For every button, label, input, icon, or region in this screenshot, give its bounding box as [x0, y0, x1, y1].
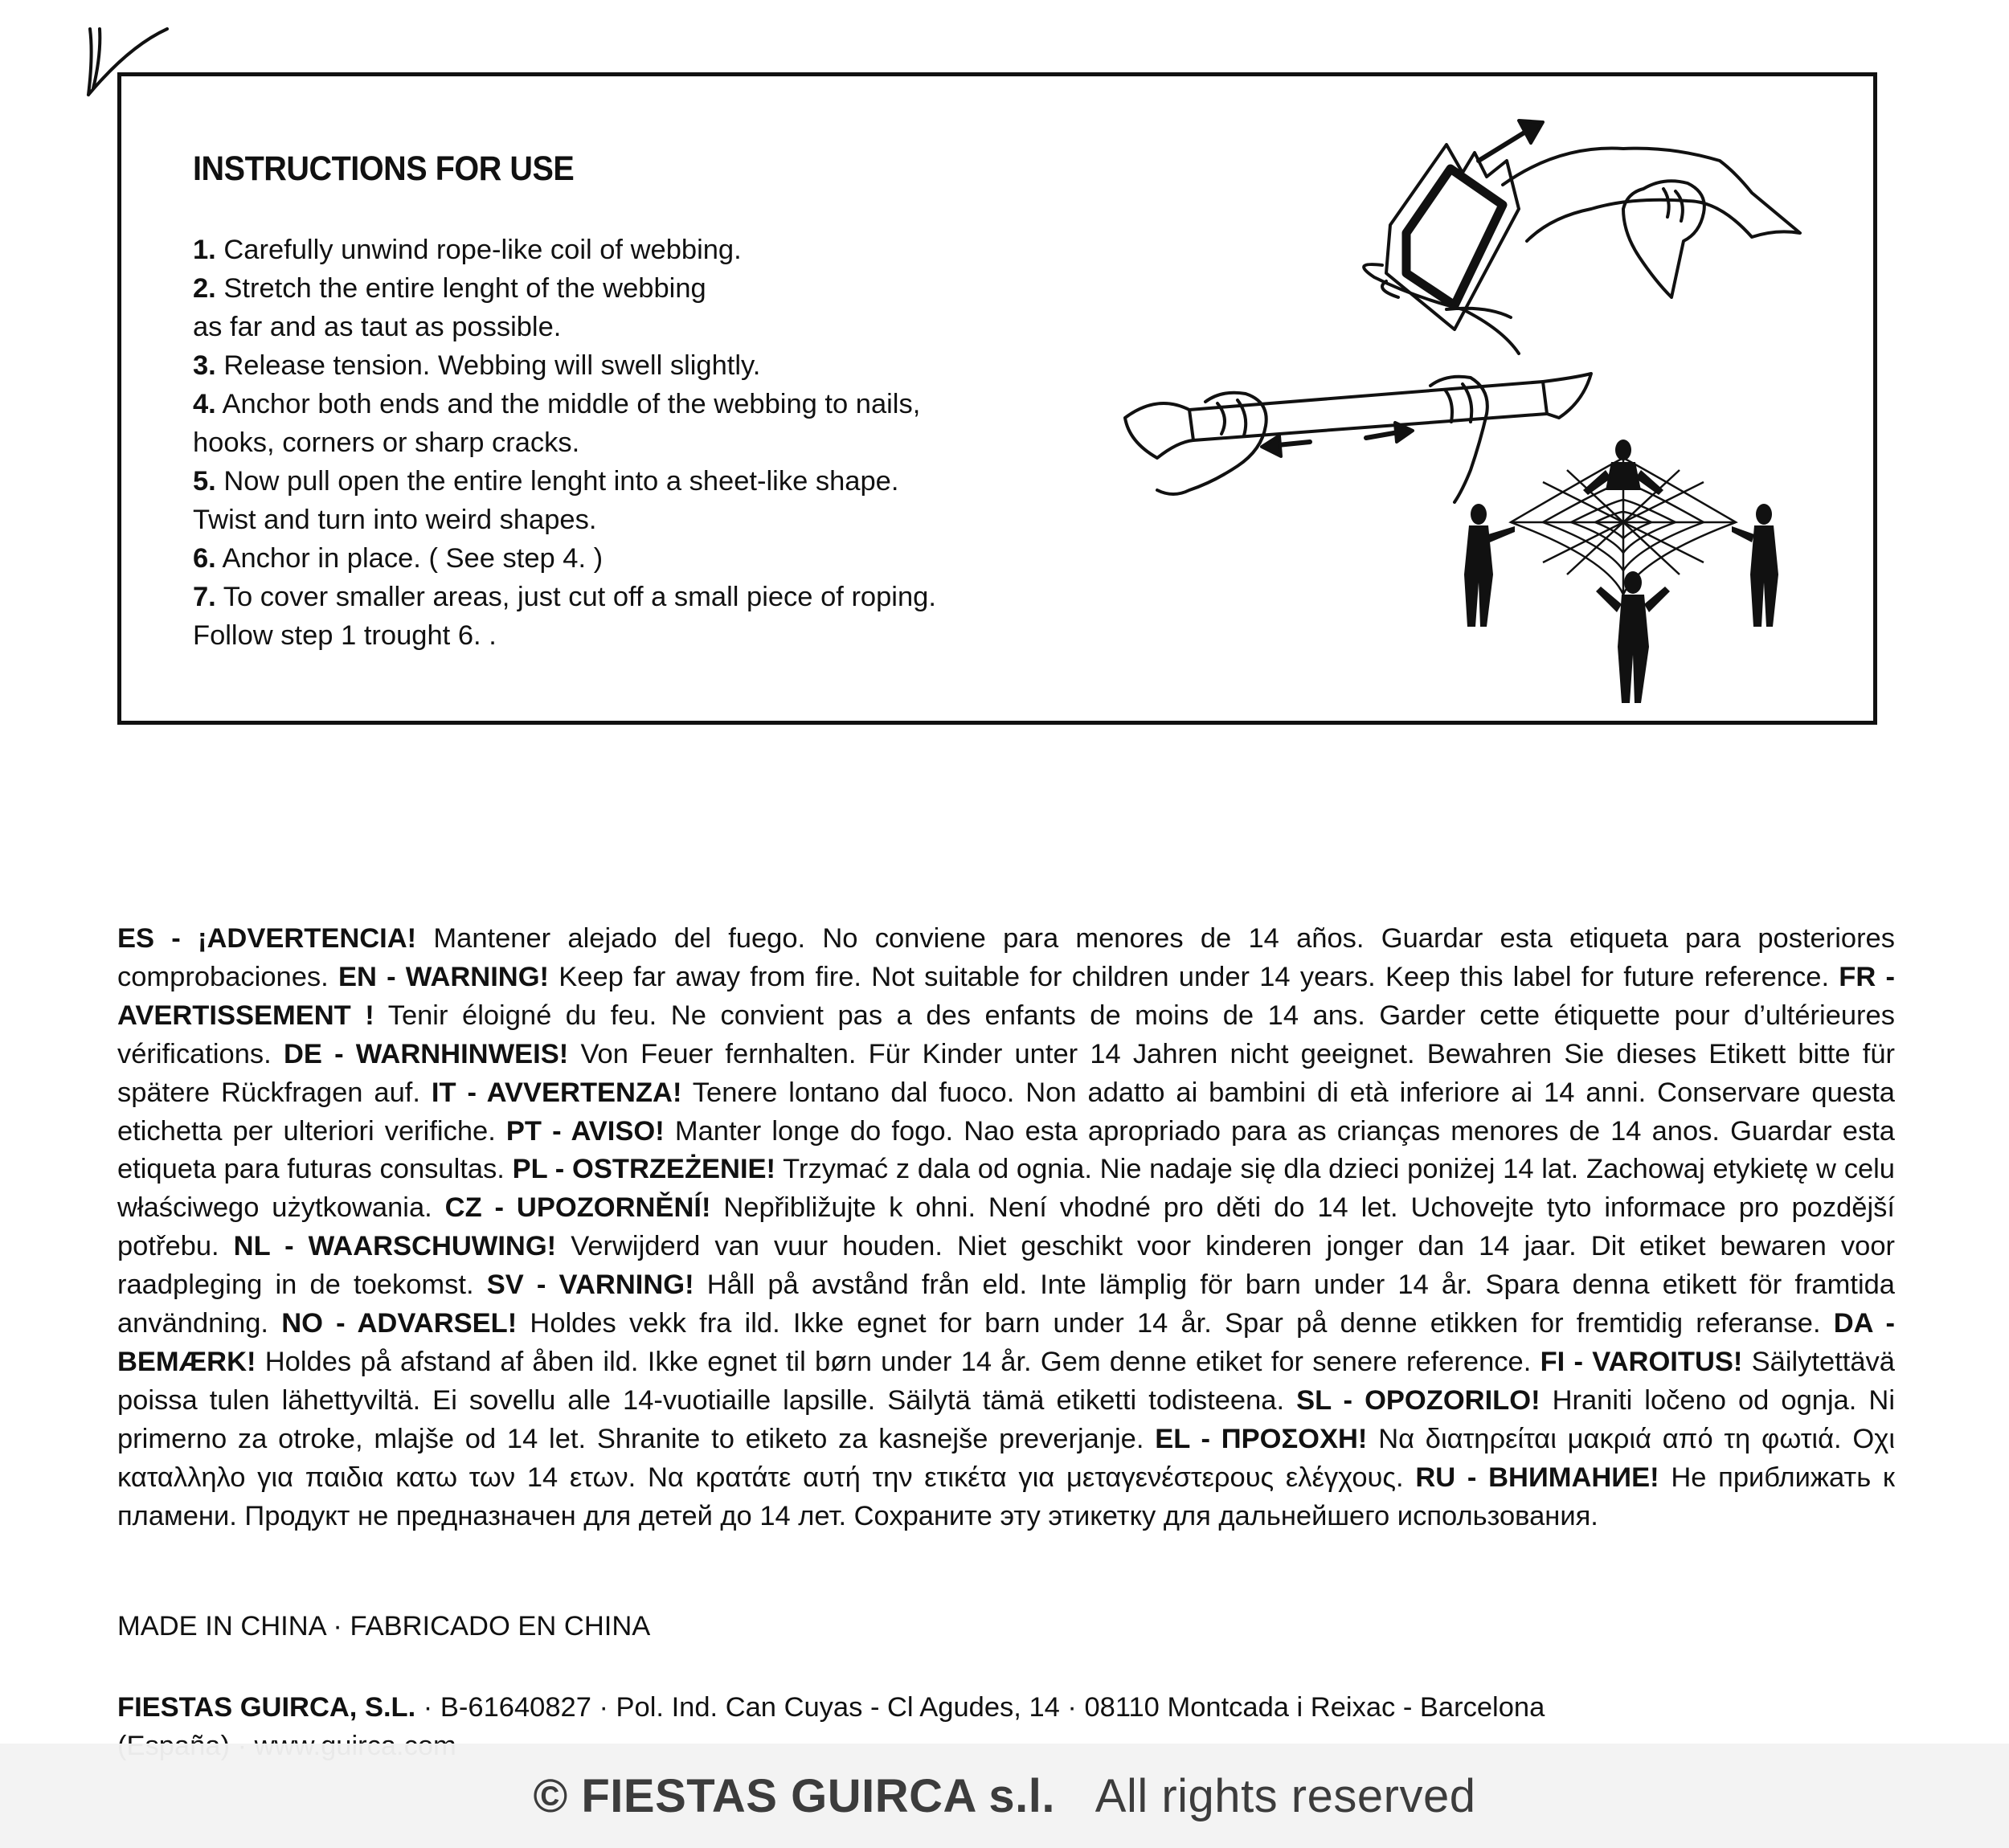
step-7 — [193, 578, 1077, 655]
unwind-package-illustration — [1364, 121, 1800, 354]
warning-text: Von Feuer fernhalten. Für Kinder unter 14 Jahren nicht geeignet. Bewahren Sie dieses Etikett bitte für spätere Rückfragen auf. — [117, 1038, 1895, 1108]
copyright-owner: © FIESTAS GUIRCA s.l. — [533, 1769, 1055, 1822]
warning-text: Manter longe do fogo. Nao esta apropriado para as crianças menores de 14 anos. Guardar esta etiqueta para futuras consultas. — [117, 1115, 1895, 1185]
step-3 — [193, 346, 1077, 385]
company-name: FIESTAS GUIRCA, S.L. — [117, 1692, 416, 1723]
warning-text: Nepřibližujte k ohni. Není vhodné pro děti do 14 let. Uchovejte tyto informace pro pozdější potřebu. — [117, 1192, 1895, 1262]
warning-label: EL - ΠΡΟΣΟΧΗ! — [1155, 1423, 1368, 1454]
warning-label: ES - ¡ADVERTENCIA! — [117, 923, 417, 954]
step-5 — [193, 462, 1077, 539]
step-number: 1. — [193, 235, 216, 265]
warning-text: Säilytettävä poissa tulen lähettyviltä. Ei sovellu alle 14-vuotiaille lapsille. Säilytä tämä etiketti todisteena. — [117, 1346, 1895, 1416]
step-text: hooks, corners or sharp cracks. — [193, 427, 580, 458]
step-number: 5. — [193, 466, 216, 497]
step-number: 4. — [193, 389, 216, 419]
step-text: Anchor both ends and the middle of the webbing to nails, — [222, 389, 921, 419]
step-text: Now pull open the entire lenght into a sheet-like shape. — [223, 466, 899, 497]
warning-text: Keep far away from fire. Not suitable for children under 14 years. Keep this label for future reference. — [559, 961, 1830, 992]
warning-label: EN - WARNING! — [338, 961, 550, 992]
step-number: 3. — [193, 350, 216, 381]
step-text: Follow step 1 trought 6. . — [193, 620, 497, 651]
warning-text: Holdes på afstand af åben ild. Ikke egnet til børn under 14 år. Gem denne etiket for senere reference. — [264, 1346, 1532, 1377]
spider-web-illustration — [1464, 440, 1778, 703]
copyright-text — [534, 1769, 1476, 1823]
warning-label: FR - AVERTISSEMENT ! — [117, 961, 1895, 1031]
step-text: Release tension. Webbing will swell slightly. — [223, 350, 761, 381]
warning-text: Hraniti ločeno od ognja. Ni primerno za otroke, mlajše od 14 let. Shranite to etiketo za kasnejše preverjanje. — [117, 1384, 1895, 1454]
step-text: Stretch the entire lenght of the webbing — [223, 273, 706, 304]
stretch-webbing-illustration — [1125, 374, 1591, 502]
warning-label: DE - WARNHINWEIS! — [283, 1038, 569, 1069]
step-6 — [193, 539, 1077, 578]
warning-text: Не приближать к пламени. Продукт не предназначен для детей до 14 лет. Сохраните эту этикетку для дальнейшего использования. — [117, 1462, 1896, 1531]
instruction-illustrations — [1109, 112, 1832, 707]
instruction-steps — [193, 231, 1077, 655]
warning-label: PT - AVISO! — [505, 1115, 665, 1147]
warning-label: DA - BEMÆRK! — [117, 1308, 1895, 1377]
warning-text: Tenere lontano dal fuoco. Non adatto ai bambini di età inferiore ai 14 anni. Conservare questa etichetta per ulteriori verifiche. — [117, 1077, 1895, 1147]
warning-label: PL - OSTRZEŻENIE! — [512, 1154, 776, 1185]
step-4 — [193, 385, 1077, 462]
step-text: as far and as taut as possible. — [193, 312, 562, 342]
warning-text: Holdes vekk fra ild. Ikke egnet for barn under 14 år. Spar på denne etikken for fremtidig referanse. — [530, 1308, 1821, 1339]
instructions-title: INSTRUCTIONS FOR USE — [193, 149, 575, 188]
warning-text: Tenir éloigné du feu. Ne convient pas a des enfants de moins de 14 ans. Garder cette étiquette pour d’ultérieures vérifications. — [117, 1000, 1895, 1069]
warning-label: FI - VAROITUS! — [1540, 1346, 1743, 1377]
warning-text: Trzymać z dala od ognia. Nie nadaje się dla dzieci poniżej 14 lat. Zachowaj etykietę w celu właściwego użytkowania. — [117, 1154, 1895, 1224]
step-text: Anchor in place. ( See step 4. ) — [222, 543, 604, 574]
step-number: 6. — [193, 543, 216, 574]
warning-text: Να διατηρείται μακριά από τη φωτιά. Οχι καταλληλο για παιδια κατω των 14 ετων. Να κρατάτε αυτή την ετικέτα για μεταγενέστερους ελέγχους. — [117, 1423, 1895, 1493]
multilingual-warnings — [117, 920, 1895, 1536]
warning-label: SV - VARNING! — [486, 1269, 694, 1301]
step-text: Twist and turn into weird shapes. — [193, 505, 597, 535]
company-details: · B-61640827 · Pol. Ind. Can Cuyas - Cl Agudes, 14 · 08110 Montcada i Reixac - Barcelona — [415, 1692, 1545, 1723]
step-2 — [193, 269, 1077, 346]
rights-reserved: All rights reserved — [1095, 1769, 1476, 1822]
copyright-bar — [0, 1744, 2009, 1848]
warning-text: Håll på avstånd från eld. Inte lämplig för barn under 14 år. Spara denna etikett för framtida användning. — [117, 1269, 1895, 1339]
step-number: 2. — [193, 273, 216, 304]
made-in-label: MADE IN CHINA · FABRICADO EN CHINA — [117, 1611, 651, 1642]
step-text: To cover smaller areas, just cut off a small piece of roping. — [223, 582, 936, 612]
warning-label: CZ - UPOZORNĚNÍ! — [444, 1192, 711, 1224]
warning-text: Mantener alejado del fuego. No conviene para menores de 14 años. Guardar esta etiqueta para posteriores comprobaciones. — [117, 923, 1895, 992]
warning-label: RU - ВНИМАНИЕ! — [1415, 1462, 1659, 1493]
warning-label: NO - ADVARSEL! — [281, 1308, 518, 1339]
warning-label: SL - OPOZORILO! — [1296, 1384, 1541, 1416]
warning-label: NL - WAARSCHUWING! — [233, 1231, 557, 1262]
step-number: 7. — [193, 582, 216, 612]
step-text: Carefully unwind rope-like coil of webbing. — [223, 235, 742, 265]
warning-label: IT - AVVERTENZA! — [431, 1077, 682, 1108]
warning-text: Verwijderd van vuur houden. Niet geschikt voor kinderen jonger dan 14 jaar. Dit etiket bewaren voor raadpleging in de toekomst. — [117, 1231, 1896, 1301]
step-1 — [193, 231, 1077, 269]
